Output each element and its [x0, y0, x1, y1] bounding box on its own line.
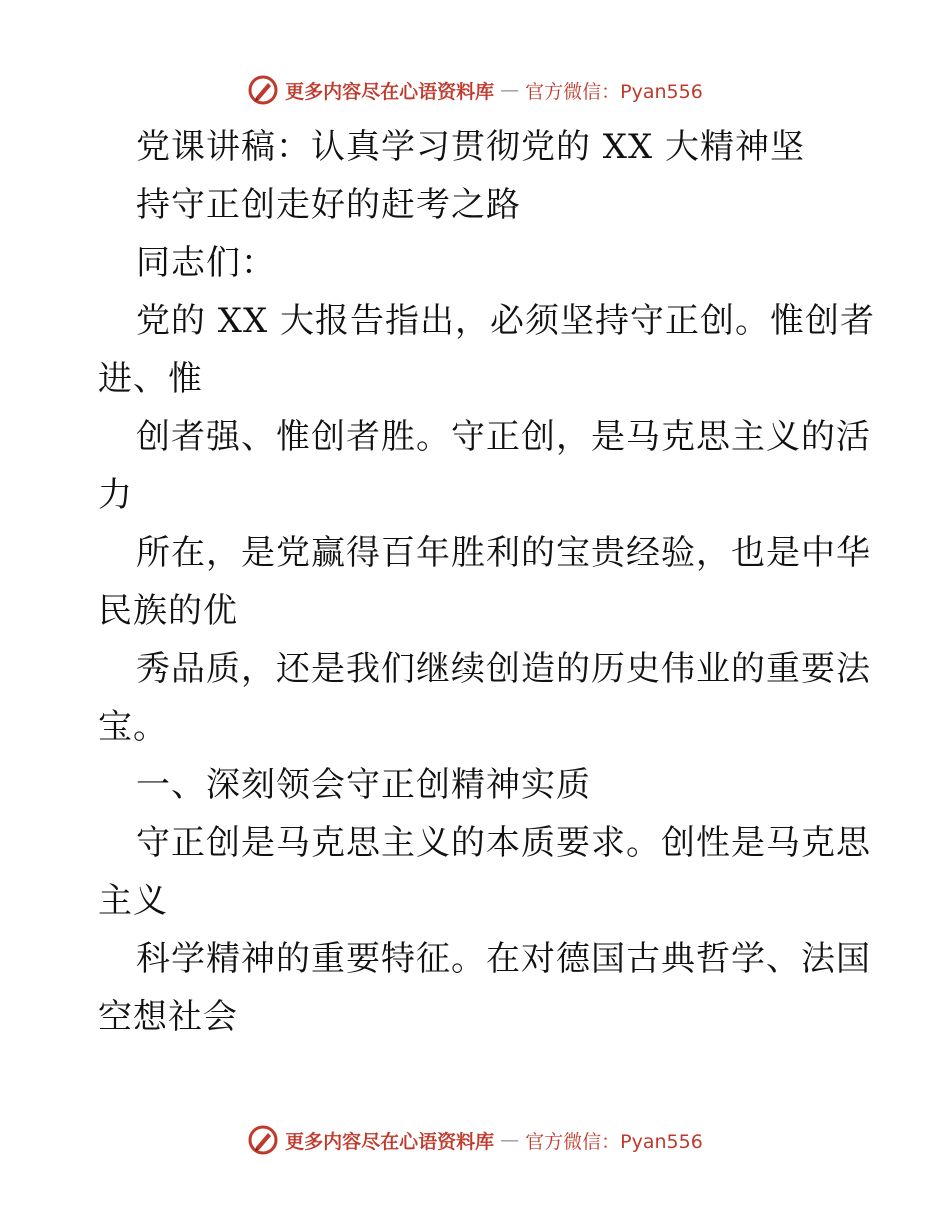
paragraph-line: 秀品质，还是我们继续创造的历史伟业的重要法 — [136, 649, 871, 689]
pen-logo-icon — [247, 74, 279, 106]
footer-banner — [0, 1120, 950, 1160]
footer-wechat-text: 官方微信：Pyan556 — [525, 1130, 703, 1153]
paragraph-line: 党的 XX 大报告指出，必须坚持守正创。惟创者 — [136, 301, 876, 341]
title-line-1: 党课讲稿：认真学习贯彻党的 XX 大精神坚 — [136, 127, 806, 167]
title-line-2: 持守正创走好的赶考之路 — [136, 185, 521, 225]
paragraph-line: 守正创是马克思主义的本质要求。创性是马克思 — [136, 823, 871, 863]
header-separator: — — [500, 79, 520, 101]
paragraph-line: 空想社会 — [98, 997, 238, 1037]
paragraph-line: 主义 — [98, 881, 168, 921]
header-banner-inner — [247, 74, 703, 106]
footer-site-text: 更多内容尽在心语资料库 — [285, 1130, 495, 1153]
paragraph-line: 创者强、惟创者胜。守正创，是马克思主义的活 — [136, 417, 871, 457]
section-heading: 一、深刻领会守正创精神实质 — [136, 765, 591, 805]
header-wechat-text: 官方微信：Pyan556 — [525, 80, 703, 103]
footer-banner-inner — [247, 1124, 703, 1156]
paragraph-line: 进、惟 — [98, 359, 203, 399]
header-banner — [0, 70, 950, 110]
header-site-text: 更多内容尽在心语资料库 — [285, 80, 495, 103]
footer-separator: — — [500, 1129, 520, 1151]
paragraph-line: 民族的优 — [98, 591, 238, 631]
paragraph-line: 所在，是党赢得百年胜利的宝贵经验，也是中华 — [136, 533, 871, 573]
paragraph-line: 科学精神的重要特征。在对德国古典哲学、法国 — [136, 939, 871, 979]
paragraph-line: 宝。 — [98, 707, 168, 747]
paragraph-line: 力 — [98, 475, 133, 515]
salutation: 同志们： — [136, 243, 276, 283]
pen-logo-icon — [247, 1124, 279, 1156]
